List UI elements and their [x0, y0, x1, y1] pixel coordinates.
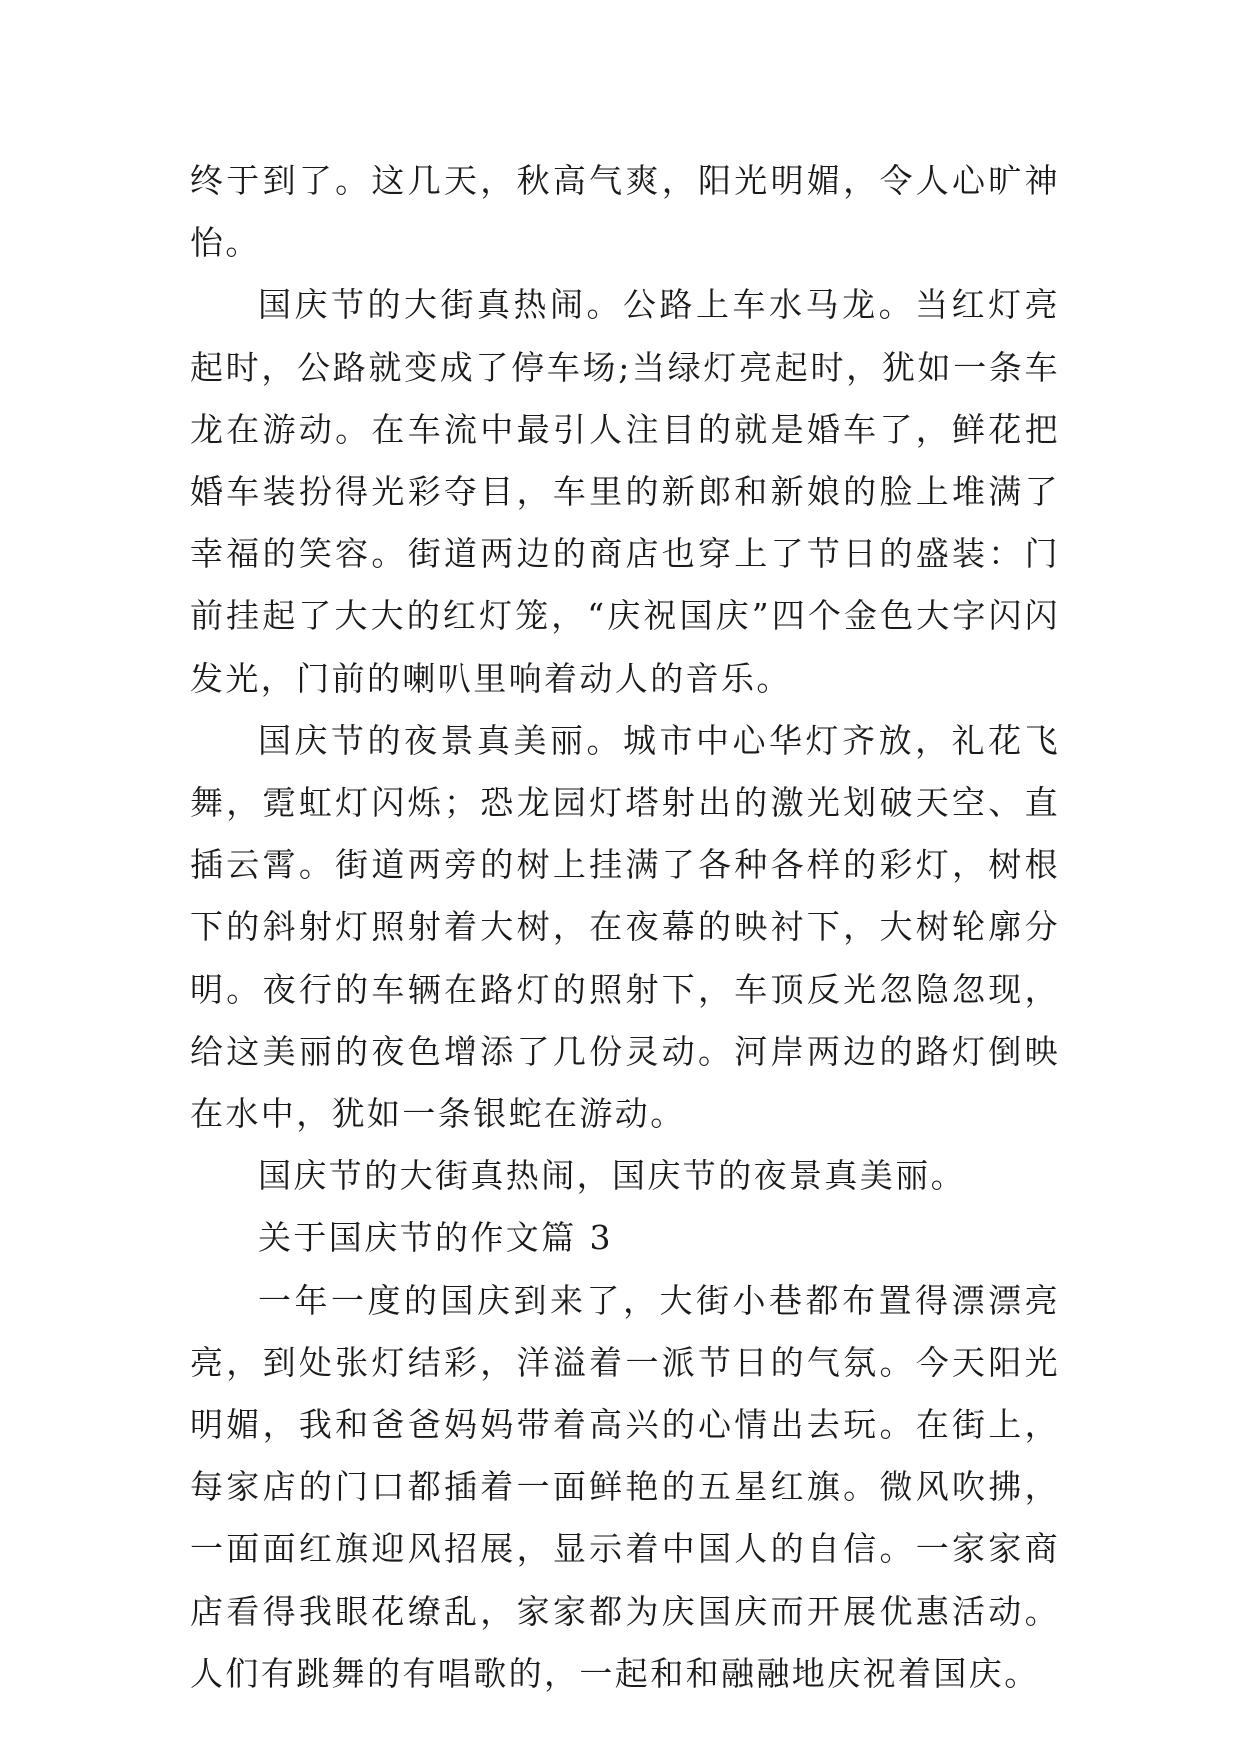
paragraph-1: 终于到了。这几天，秋高气爽，阳光明媚，令人心旷神怡。 — [190, 161, 1060, 263]
section-heading: 关于国庆节的作文篇 3 — [258, 1218, 613, 1258]
paragraph-3: 国庆节的夜景真美丽。城市中心华灯齐放，礼花飞舞，霓虹灯闪烁；恐龙园灯塔射出的激光划破天空、直插云霄。街道两旁的树上挂满了各种各样的彩灯，树根下的斜射灯照射着大树，在夜幕的映衬下，大树轮廓分明。夜行的车辆在路灯的照射下，车顶反光忽隐忽现，给这美丽的夜色增添了几份灵动。河岸两边的路灯倒映在水中，犹如一条银蛇在游动。 — [190, 720, 1060, 1134]
paragraph-2: 国庆节的大街真热闹。公路上车水马龙。当红灯亮起时，公路就变成了停车场;当绿灯亮起时，犹如一条车龙在游动。在车流中最引人注目的就是婚车了，鲜花把婚车装扮得光彩夺目，车里的新郎和新娘的脸上堆满了幸福的笑容。街道两边的商店也穿上了节日的盛装：门前挂起了大大的红灯笼，“庆祝国庆”四个金色大字闪闪发光，门前的喇叭里响着动人的音乐。 — [190, 285, 1060, 698]
paragraph-4: 国庆节的大街真热闹，国庆节的夜景真美丽。 — [258, 1156, 966, 1196]
paragraph-5: 一年一度的国庆到来了，大街小巷都布置得漂漂亮亮，到处张灯结彩，洋溢着一派节日的气氛。今天阳光明媚，我和爸爸妈妈带着高兴的心情出去玩。在街上，每家店的门口都插着一面鲜艳的五星红旗。微风吹拂，一面面红旗迎风招展，显示着中国人的自信。一家家商店看得我眼花缭乱，家家都为庆国庆而开展优惠活动。人们有跳舞的有唱歌的，一起和和融融地庆祝着国庆。 — [190, 1280, 1060, 1693]
document-body — [190, 150, 1060, 1705]
